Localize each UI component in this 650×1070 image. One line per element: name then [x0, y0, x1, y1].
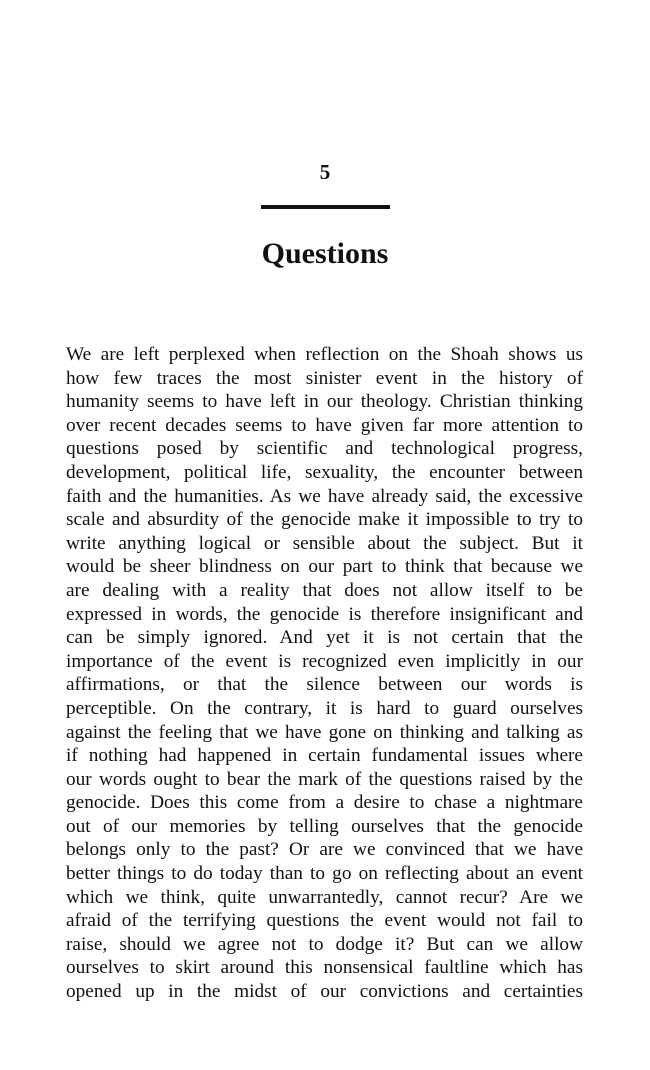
text-line: scale and absurdity of the genocide make it impossible to try to	[66, 509, 583, 531]
text-line: expressed in words, the genocide is therefore insignificant and	[66, 603, 583, 625]
text-line: belongs only to the past? Or are we convinced that we have	[66, 839, 583, 861]
text-line: our words ought to bear the mark of the questions raised by the	[66, 768, 583, 790]
chapter-number: 5	[319, 160, 331, 184]
body-paragraph	[66, 343, 583, 1004]
text-line: raise, should we agree not to dodge it? But can we allow	[66, 933, 583, 955]
text-line: development, political life, sexuality, the encounter between	[66, 461, 583, 483]
text-line: We are left perplexed when reflection on the Shoah shows us	[66, 344, 583, 365]
text-line: how few traces the most sinister event in the history of	[66, 367, 583, 389]
text-line: ourselves to skirt around this nonsensical faultline which has	[66, 957, 583, 979]
text-line: if nothing had happened in certain fundamental issues where	[66, 745, 583, 767]
text-line: importance of the event is recognized even implicitly in our	[66, 650, 583, 672]
text-line: afraid of the terrifying questions the event would not fail to	[66, 910, 583, 932]
text-line: faith and the humanities. As we have already said, the excessive	[66, 485, 583, 507]
text-line: are dealing with a reality that does not allow itself to be	[66, 579, 583, 601]
chapter-title: Questions	[261, 237, 389, 270]
chapter-rule	[261, 205, 390, 209]
text-line: which we think, quite unwarrantedly, cannot recur? Are we	[66, 886, 583, 908]
text-line: affirmations, or that the silence between our words is	[66, 674, 583, 696]
text-line: questions posed by scientific and technological progress,	[66, 438, 583, 460]
text-line: over recent decades seems to have given far more attention to	[66, 414, 583, 436]
text-line: genocide. Does this come from a desire to chase a nightmare	[66, 792, 583, 814]
text-line: write anything logical or sensible about the subject. But it	[66, 532, 583, 554]
text-line: humanity seems to have left in our theology. Christian thinking	[66, 391, 583, 413]
text-line: perceptible. On the contrary, it is hard to guard ourselves	[66, 697, 583, 719]
text-line: opened up in the midst of our convictions and certainties	[66, 981, 583, 1003]
text-line: can be simply ignored. And yet it is not certain that the	[66, 627, 583, 649]
text-line: out of our memories by telling ourselves that the genocide	[66, 815, 583, 837]
text-line: better things to do today than to go on reflecting about an event	[66, 863, 583, 885]
text-line: against the feeling that we have gone on thinking and talking as	[66, 721, 583, 743]
text-line: would be sheer blindness on our part to think that because we	[66, 556, 583, 578]
